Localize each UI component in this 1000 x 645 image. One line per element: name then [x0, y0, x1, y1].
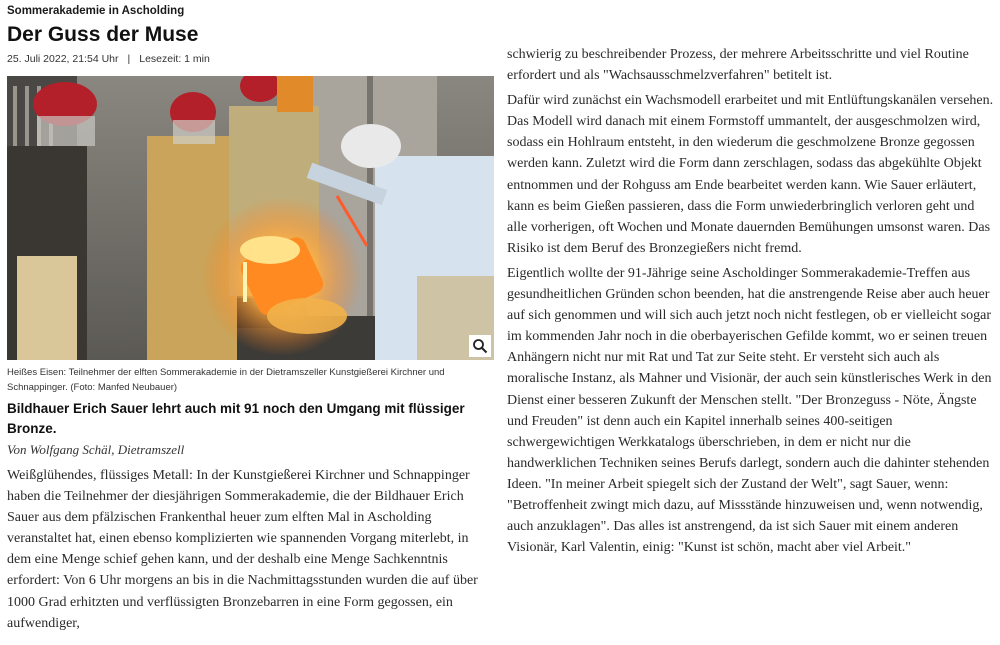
- article-photo[interactable]: [7, 76, 494, 360]
- paragraph-1-continued: schwierig zu beschreibender Prozess, der mehrere Arbeitsschritte und viel Routine erfordert und als "Wachsausschmelzverfahren" betitelt ist.: [507, 47, 969, 84]
- zoom-button[interactable]: [469, 335, 491, 357]
- article-headline: Der Guss der Muse: [7, 23, 199, 46]
- paragraph-1-start: Weißglühendes, flüssiges Metall: In der Kunstgießerei Kirchner und Schnappinger haben die Teilnehmer der diesjährigen Sommerakademie, die der Bildhauer Erich Sauer aus dem pfälzischen Frankenthal heuer zum elften Mal in Ascholding veranstaltet hat, einen ebenso komplizierten wie spannenden Vorgang miterlebt, in dem eine Menge schief gehen kann, und der deshalb eine Menge Sachkenntnis erfordert: Von 6 Uhr morgens an bis in die Nachmittagsstunden wurden die auf über 1000 Grad erhitzten und verflüssigten Bronzebarren in eine Form gegossen, ein aufwendiger,: [7, 468, 478, 631]
- right-column: [507, 44, 997, 562]
- article-author: Von Wolfgang Schäl, Dietramszell: [7, 442, 185, 457]
- article-meta: [7, 52, 494, 66]
- paragraph-3: Eigentlich wollte der 91-Jährige seine Ascholdinger Sommerakademie-Treffen aus gesundheitlichen Gründen schon beenden, hat die anstrengende Reise aber auch heuer auf sich genommen und will sich auch jetzt noch nicht festlegen, ob er vielleicht sogar im kommenden Jahr noch in die oberbayerischen Gefilde kommt, wo er seinen treuen Anhängern nicht nur mit Rat und Tat zur Seite steht. Er versteht sich auch als moralische Instanz, als Mahner und Visionär, der auch sein künstlerisches Werk in den Dienst einer besseren Zukunft der Menschen stellt. "Der Bronzeguss - Nöte, Ängste und Freuden" ist denn auch ein Kapitel innerhalb seines 400-seitigen schwergewichtigen Werkkatalogs überschrieben, in dem er nicht nur die handwerklichen Techniken seines Berufs darlegt, sondern auch die dahinter stehenden Ideen. "In meiner Arbeit spiegelt sich der Zustand der Welt", sagt Sauer, wenn: "Betroffenheit zwingt mich dazu, auf Missstände hinzuweisen und, wenn notwendig, auch anzuklagen". Das alles ist anstrengend, da ist sich Sauer mit einem anderen Visionär, Karl Valentin, einig: "Kunst ist schön, macht aber viel Arbeit.": [507, 265, 992, 556]
- article-subheadline: Bildhauer Erich Sauer lehrt auch mit 91 noch den Umgang mit flüssiger Bronze.: [7, 401, 465, 436]
- left-column: [7, 0, 494, 634]
- article-kicker: Sommerakademie in Ascholding: [7, 5, 185, 17]
- paragraph-2: Dafür wird zunächst ein Wachsmodell erarbeitet und mit Entlüftungskanälen versehen. Das Modell wird danach mit einem Formstoff ummantelt, der ausgeschmolzen wird, sodass ein Hohlraum entsteht, in den wiederum die geschmolzene Bronze gegossen werden kann. Zuletzt wird die Form dann zerschlagen, sodass das abgekühlte Objekt entnommen und der Rohguss am Ende bearbeitet werden kann. Wie Sauer erläutert, kann es beim Gießen passieren, dass die Form unwiederbringlich verloren geht und alle vorherigen, oft Wochen und Monate dauernden Bemühungen umsonst waren. Das Risiko ist dem Beruf des Bronzegießers nicht fremd.: [507, 93, 994, 256]
- foundry-photo-illustration: [7, 76, 494, 360]
- publish-date: 25. Juli 2022, 21:54 Uhr: [7, 53, 119, 65]
- reading-time: Lesezeit: 1 min: [139, 53, 210, 65]
- photo-caption: Heißes Eisen: Teilnehmer der elften Sommerakademie in der Dietramszeller Kunstgießerei Kirchner und Schnappinger. (Foto: Manfed Neubauer): [7, 367, 445, 393]
- magnifier-icon: [472, 338, 488, 354]
- meta-separator: |: [127, 53, 131, 65]
